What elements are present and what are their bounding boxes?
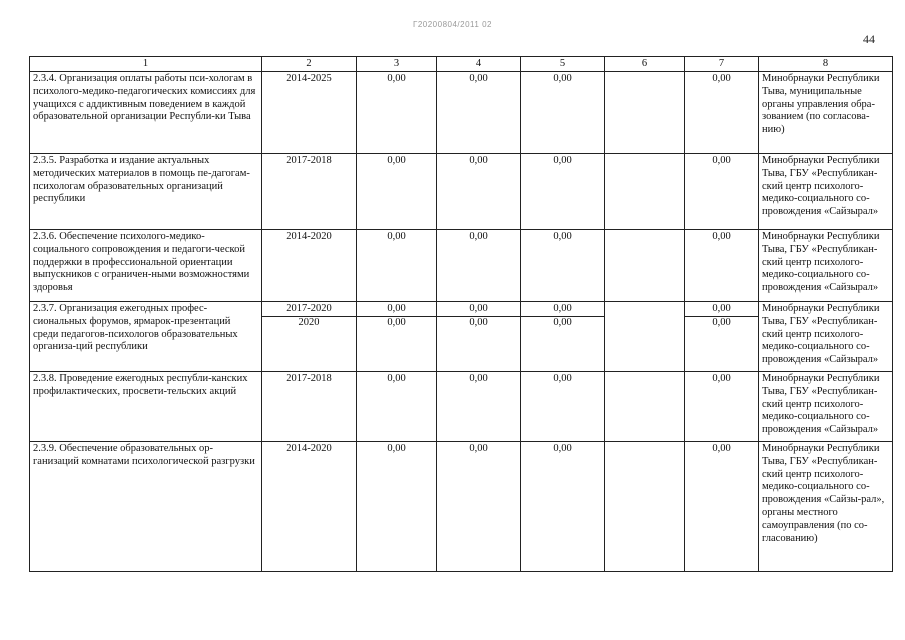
value-col-3: 0,00 — [357, 154, 437, 230]
value-col-3-group — [357, 302, 437, 372]
value-col-7: 0,00 — [685, 230, 759, 302]
value-col-3: 0,00 — [357, 72, 437, 154]
activity-period: 2017-2018 — [262, 372, 357, 442]
table-row — [30, 72, 893, 154]
column-header-2: 2 — [262, 57, 357, 72]
document-header-code: Г20200804/2011 02 — [413, 20, 492, 29]
responsible-executor: Минобрнауки Республики Тыва, ГБУ «Республикан-ский центр психолого-медико-социального со-провождения «Сайзырал» — [759, 154, 893, 230]
value-col-5: 0,00 — [521, 230, 605, 302]
value-col-6 — [605, 372, 685, 442]
responsible-executor: Минобрнауки Республики Тыва, ГБУ «Республикан-ский центр психолого-медико-социального со-провождения «Сайзы-рал», органы местного самоуправления (по со-гласованию) — [759, 442, 893, 572]
table-row — [30, 154, 893, 230]
value-col-3: 0,00 — [357, 442, 437, 572]
program-activities-table — [29, 56, 893, 572]
responsible-executor: Минобрнауки Республики Тыва, ГБУ «Республикан-ский центр психолого-медико-социального со-провождения «Сайзырал» — [759, 372, 893, 442]
activity-name: 2.3.4. Организация оплаты работы пси-хологам в психолого-медико-педагогических комиссиях для учащихся с аддиктивным поведением в каждой образовательной организации Республи-ки Тыва — [30, 72, 262, 154]
column-header-1: 1 — [30, 57, 262, 72]
value-col-4: 0,00 — [437, 154, 521, 230]
value-col-3-second: 0,00 — [357, 316, 436, 330]
responsible-executor: Минобрнауки Республики Тыва, ГБУ «Республикан-ский центр психолого-медико-социального со-провождения «Сайзырал» — [759, 230, 893, 302]
value-col-4: 0,00 — [437, 72, 521, 154]
value-col-5: 0,00 — [521, 154, 605, 230]
value-col-4: 0,00 — [469, 303, 488, 314]
activity-name: 2.3.5. Разработка и издание актуальных методических материалов в помощь пе-дагогам-психологам образовательных организаций республики — [30, 154, 262, 230]
activity-period-second: 2020 — [262, 316, 356, 330]
responsible-executor: Минобрнауки Республики Тыва, муниципальные органы управления обра-зованием (по согласова-нию) — [759, 72, 893, 154]
value-col-3: 0,00 — [357, 230, 437, 302]
table-row — [30, 230, 893, 302]
value-col-7-second: 0,00 — [685, 316, 758, 330]
value-col-3: 0,00 — [357, 372, 437, 442]
page-number: 44 — [863, 32, 875, 46]
value-col-7: 0,00 — [712, 303, 731, 314]
value-col-6 — [605, 230, 685, 302]
activity-period: 2014-2020 — [262, 442, 357, 572]
value-col-5: 0,00 — [553, 303, 572, 314]
value-col-4: 0,00 — [437, 372, 521, 442]
activity-period: 2017-2020 — [286, 303, 332, 314]
table-header-row — [30, 57, 893, 72]
value-col-7: 0,00 — [685, 442, 759, 572]
value-col-4-second: 0,00 — [437, 316, 520, 330]
column-header-8: 8 — [759, 57, 893, 72]
value-col-6 — [605, 72, 685, 154]
value-col-6 — [605, 302, 685, 372]
activity-period: 2017-2018 — [262, 154, 357, 230]
value-col-6 — [605, 442, 685, 572]
value-col-3: 0,00 — [387, 303, 406, 314]
value-col-7: 0,00 — [685, 372, 759, 442]
value-col-7-group — [685, 302, 759, 372]
value-col-7: 0,00 — [685, 72, 759, 154]
activity-period-group — [262, 302, 357, 372]
table-row — [30, 372, 893, 442]
table-row — [30, 442, 893, 572]
activity-period: 2014-2025 — [262, 72, 357, 154]
value-col-5: 0,00 — [521, 442, 605, 572]
value-col-4: 0,00 — [437, 442, 521, 572]
activity-name: 2.3.7. Организация ежегодных профес-сиональных форумов, ярмарок-презентаций среди педагогов-психологов образовательных организа-ций республики — [30, 302, 262, 372]
column-header-5: 5 — [521, 57, 605, 72]
activity-period: 2014-2020 — [262, 230, 357, 302]
value-col-5: 0,00 — [521, 72, 605, 154]
value-col-7: 0,00 — [685, 154, 759, 230]
value-col-4-group — [437, 302, 521, 372]
column-header-7: 7 — [685, 57, 759, 72]
value-col-5: 0,00 — [521, 372, 605, 442]
column-header-3: 3 — [357, 57, 437, 72]
value-col-4: 0,00 — [437, 230, 521, 302]
responsible-executor: Минобрнауки Республики Тыва, ГБУ «Республикан-ский центр психолого-медико-социального со-провождения «Сайзырал» — [759, 302, 893, 372]
column-header-6: 6 — [605, 57, 685, 72]
table-row — [30, 302, 893, 372]
activity-name: 2.3.9. Обеспечение образовательных ор-ганизаций комнатами психологической разгрузки — [30, 442, 262, 572]
column-header-4: 4 — [437, 57, 521, 72]
value-col-5-second: 0,00 — [521, 316, 604, 330]
activity-name: 2.3.8. Проведение ежегодных республи-канских профилактических, просвети-тельских акций — [30, 372, 262, 442]
activity-name: 2.3.6. Обеспечение психолого-медико-социального сопровождения и педагоги-ческой поддержки в профессиональной ориентации выпускников с ограничен-ными возможностями здоровья — [30, 230, 262, 302]
value-col-6 — [605, 154, 685, 230]
value-col-5-group — [521, 302, 605, 372]
